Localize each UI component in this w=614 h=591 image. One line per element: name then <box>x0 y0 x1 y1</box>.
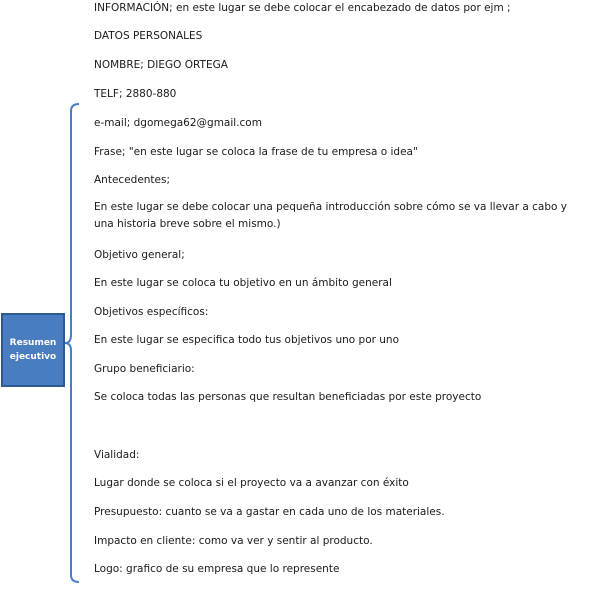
curly-bracket-path <box>65 104 79 582</box>
text-line-telefono: TELF; 2880-880 <box>94 88 177 100</box>
text-line-antecedentes: Antecedentes; <box>94 174 171 186</box>
text-line-presupuesto: Presupuesto: cuanto se va a gastar en cada uno de los materiales. <box>94 506 445 518</box>
text-line-antecedentes-desc: En este lugar se debe colocar una pequeña introducción sobre cómo se va llevar a cabo y una historia breve sobre el mismo.) <box>94 201 567 230</box>
text-line-datos-personales: DATOS PERSONALES <box>94 30 203 42</box>
text-line-grupo-beneficiario-desc: Se coloca todas las personas que resultan beneficiadas por este proyecto <box>94 391 482 403</box>
text-line-grupo-beneficiario: Grupo beneficiario: <box>94 363 195 375</box>
text-line-objetivos-especificos: Objetivos específicos: <box>94 306 209 318</box>
text-line-impacto: Impacto en cliente: como va ver y sentir al producto. <box>94 535 373 547</box>
text-line-objetivos-especificos-desc: En este lugar se especifica todo tus objetivos uno por uno <box>94 334 400 346</box>
text-line-frase: Frase; "en este lugar se coloca la frase de tu empresa o idea" <box>94 146 418 158</box>
resumen-ejecutivo-label: Resumen ejecutivo <box>9 338 57 362</box>
text-line-email: e-mail; dgomega62@gmail.com <box>94 117 262 129</box>
text-line-nombre: NOMBRE; DIEGO ORTEGA <box>94 59 228 71</box>
text-line-logo: Logo: grafico de su empresa que lo represente <box>94 563 340 575</box>
text-line-informacion: INFORMACIÓN; en este lugar se debe colocar el encabezado de datos por ejm ; <box>94 2 511 14</box>
text-line-objetivo-general-desc: En este lugar se coloca tu objetivo en un ámbito general <box>94 277 392 289</box>
text-line-vialidad-desc: Lugar donde se coloca si el proyecto va a avanzar con éxito <box>94 477 409 489</box>
text-line-objetivo-general: Objetivo general; <box>94 249 185 261</box>
resumen-ejecutivo-box <box>1 313 65 387</box>
text-line-vialidad: Vialidad: <box>94 449 140 461</box>
curly-bracket <box>63 103 81 583</box>
